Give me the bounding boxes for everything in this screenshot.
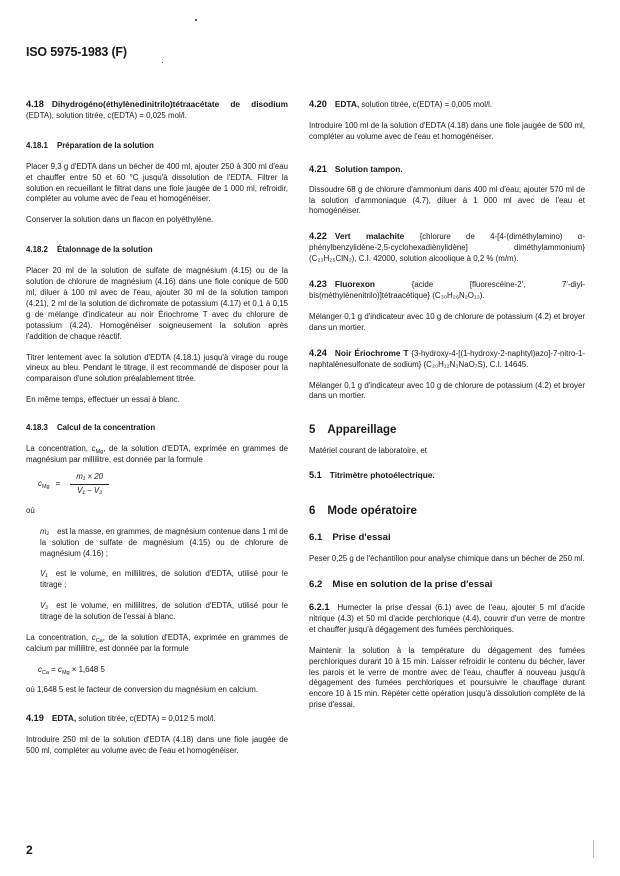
paragraph: Placer 9,3 g d'EDTA dans un bécher de 400 ml, ajouter 250 à 300 ml d'eau et chauffer entre 50 et 60 °C jusqu'à dissolution de l'EDTA. Filtrer la solution en recueillant le filtrat dans une fiole jaugée de 1 000 ml, refroidir, compléter au volume avec de l'eau et homogénéiser. (26, 161, 288, 204)
section-4-18-1-heading: 4.18.1 Préparation de la solution (26, 140, 154, 150)
paragraph: Matériel courant de laboratoire, et (309, 446, 427, 456)
left-column (26, 99, 288, 756)
section-4-18-3-heading: 4.18.3 Calcul de la concentration (26, 423, 156, 433)
scan-speck (162, 62, 163, 63)
section-4-20-heading: 4.20 EDTA, solution titrée, c(EDTA) = 0,005 mol/l. (309, 99, 493, 109)
definition-v2: V₂ est le volume, en millilitres, de solution d'EDTA, utilisé pour le titrage de la solution de l'essai à blanc. (40, 601, 288, 622)
section-6-1-heading: 6.1 Prise d'essai (309, 532, 391, 544)
right-column (309, 99, 585, 711)
section-4-24-heading: 4.24 Noir Ériochrome T {3-hydroxy-4-[(1-hydroxy-2-naphtyl)azo]-7-nitro-1-naphtalènesulfonate de sodium} (C₂₀H₁₂N₃NaO₇S), C.I. 14645. (309, 347, 585, 369)
paragraph: Mélanger 0,1 g d'indicateur avec 10 g de chlorure de potassium (4.2) et broyer dans un mortier. (309, 311, 585, 332)
scan-speck (195, 19, 197, 21)
section-6-heading: 6 Mode opératoire (309, 505, 417, 518)
page-number: 2 (26, 843, 33, 857)
scan-mark (593, 840, 594, 858)
paragraph: Dissoudre 68 g de chlorure d'ammonium dans 400 ml d'eau, ajouter 570 ml de la solution d'ammoniaque (4.7), diluer à 1 000 ml avec de l'eau et homogénéiser. (309, 184, 585, 216)
paragraph: Mélanger 0,1 g d'indicateur avec 10 g de chlorure de potassium (4.2) et broyer dans un mortier. (309, 380, 585, 401)
section-4-21-heading: 4.21 Solution tampon. (309, 163, 403, 174)
label-ou: où (26, 505, 35, 515)
formula-c-mg: $c_{Mg}$ = $\frac{\text{m₁ × 20}}{\text{V₁ − V₂}}$ (38, 466, 288, 504)
paragraph: où 1,648 5 est le facteur de conversion du magnésium en calcium. (26, 684, 259, 694)
section-6-2-heading: 6.2 Mise en solution de la prise d'essai (309, 579, 493, 591)
paragraph: Introduire 100 ml de la solution d'EDTA (4.18) dans une fiole jaugée de 500 ml, compléter au volume avec de l'eau et homogénéiser. (309, 120, 585, 141)
paragraph: Introduire 250 ml de la solution d'EDTA (4.18) dans une fiole jaugée de 500 ml, compléter au volume avec de l'eau et homogénéiser. (26, 734, 288, 755)
definition-v1: V₁ est le volume, en millilitres, de solution d'EDTA, utilisé pour le titrage ; (40, 569, 288, 590)
paragraph: En même temps, effectuer un essai à blanc. (26, 395, 180, 405)
paragraph: Peser 0,25 g de l'échantillon pour analyse chimique dans un bécher de 250 ml. (309, 554, 585, 564)
paragraph: La concentration, $c_{Mg}$, de la solution d'EDTA, exprimée en grammes de magnésium par millilitre, est donnée par la formule (26, 444, 288, 464)
section-4-18-heading: 4.18 Dihydrogéno(éthylènedinitrilo)tétraacétate de disodium (EDTA), solution titrée, c(EDTA) = 0,025 mol/l. (26, 99, 288, 120)
paragraph: Conserver la solution dans un flacon en polyéthylène. (26, 215, 214, 225)
document-header: ISO 5975-1983 (F) (26, 45, 127, 59)
paragraph: Placer 20 ml de la solution de sulfate de magnésium (4.15) ou de la solution de chlorure de magnésium (4.16) dans une fiole conique de 500 ml, diluer à 100 ml avec de l'eau, ajouter 30 ml de la solution tampon (4.21), 2 ml de la solution de dichromate de potassium (4.17) et 0,1 à 0,15 g de mélange d'indicateur au noir Ériochrome T avec du chlorure de potassium (4.24). Homogénéiser soigneusement la solution après l'addition de chaque réactif. (26, 266, 288, 341)
section-4-18-2-heading: 4.18.2 Étalonnage de la solution (26, 245, 153, 255)
section-5-1-heading: 5.1 Titrimètre photoélectrique. (309, 470, 435, 481)
paragraph: Maintenir la solution à la température du dégagement des fumées perchloriques durant 10 à 15 min. Laisser refroidir le contenu du bécher, laver les parois et le verre de montre avec de l'eau, chauffer à nouveau jusqu'à dégagement des fumées perchloriques et poursuivre le chauffage durant encore 10 à 15 min. Répéter cette opération jusqu'à dissolution complète de la prise d'essai. (309, 645, 585, 710)
paragraph: Titrer lentement avec la solution d'EDTA (4.18.1) jusqu'à virage du rouge vineux au bleu. Pendant le titrage, il est recommandé de disposer pour la comparaison d'une solution préalablement titrée. (26, 352, 288, 384)
section-4-19-heading: 4.19 EDTA, solution titrée, c(EDTA) = 0,012 5 mol/l. (26, 712, 216, 723)
fraction: $\frac{\text{m₁ × 20}}{\text{V₁ − V₂}}$ (70, 472, 109, 497)
section-4-22-heading: 4.22 Vert malachite {chlorure de 4-[4-(diméthylamino) α-phénylbenzylidène-2,5-cyclohexadiènylidène] diméthylammonium} (C₂₃H₂₅ClN₂), C.I. 42000, solution alcoolique à 0,2 % (m/m). (309, 231, 585, 264)
section-4-23-heading: 4.23 Fluorexon {acide [fluorescéine-2', 7'-diyl-bis(méthylènenitrilo)]tétraacétique} (C₃₀H₂₆N₂O₁₃). (309, 279, 585, 300)
formula-c-ca: $c_{Ca} = c_{Mg} \times 1,648$ 5 (38, 664, 105, 676)
definition-m1: m₁ est la masse, en grammes, de magnésium contenue dans 1 ml de la solution de sulfate de magnésium (4.15) ou de chlorure de magnésium (4.16) ; (40, 526, 288, 558)
paragraph: La concentration, $c_{Ca}$, de la solution d'EDTA, exprimée en grammes de calcium par millilitre, est donnée par la formule (26, 633, 288, 653)
section-5-heading: 5 Appareillage (309, 424, 397, 437)
section-6-2-1-paragraph: 6.2.1 Humecter la prise d'essai (6.1) avec de l'eau, ajouter 5 ml d'acide nitrique (4.3) et 50 ml d'acide perchlorique (4.4), couvrir d'un verre de montre et chauffer jusqu'à dégagement des fumées perchloriques. (309, 602, 585, 634)
